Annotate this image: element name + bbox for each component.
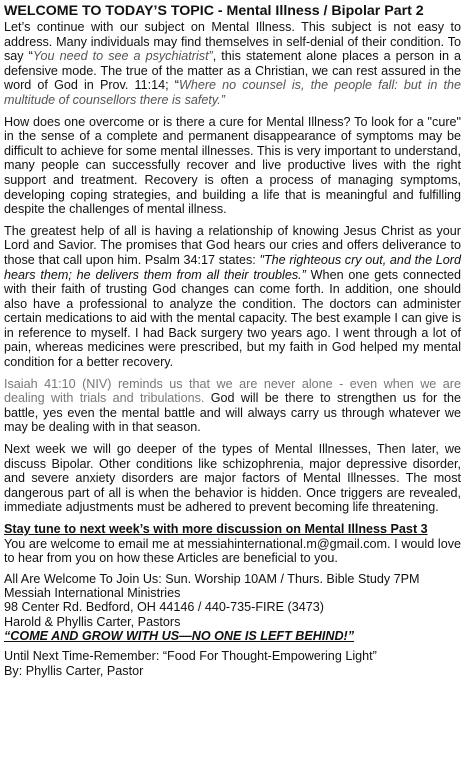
paragraph-isaiah xyxy=(4,377,461,435)
service-times: All Are Welcome To Join Us: Sun. Worship 10AM / Thurs. Bible Study 7PM xyxy=(4,571,420,586)
quote-psalm: "The righteous cry out, and the Lord hears them; he delivers them from all their troubles.” xyxy=(4,252,461,282)
paragraph-cure: How does one overcome or is there a cure for Mental Illness? To look for a "cure" in the sense of a complete and permanent disappearance of symptoms may be difficult to achieve for some mental illnesses. This is very important to understand, many people can successfully recover and live productive lives with the right support and treatment. Recovery is often a process of managing symptoms, developing coping strategies, and building a life that is meaningful and fulfilling despite the challenges of mental illness. xyxy=(4,114,461,217)
ministry-name: Messiah International Ministries xyxy=(4,586,181,601)
paragraph-intro xyxy=(4,20,461,108)
greatest-help-text-a: The greatest help of all is having a relationship of knowing Jesus Christ as your Lord and Savior. The promises that God hears our cries and offers deliverance to those that call upon him. Psalm 34:17 states: xyxy=(4,223,461,267)
intro-text-b: , this statement alone places a person in a defensive mode. The true of the matter as a Christian, we can rest assured in the word of God in Prov. 11:14; “ xyxy=(4,49,462,93)
quote-proverbs: Where no counsel is, the people fall: but in the multitude of counsellors there is safety.” xyxy=(4,78,461,107)
byline: By: Phyllis Carter, Pastor xyxy=(4,663,144,678)
article-title: WELCOME TO TODAY’S TOPIC - Mental Illness / Bipolar Part 2 xyxy=(4,3,424,19)
church-footer xyxy=(4,572,461,678)
isaiah-text: God will be there to strengthen us for the battle, yes even the mental battle and will always carry us through whatever we may be dealing with in that season. xyxy=(4,391,461,435)
until-next-time: Until Next Time-Remember: “Food For Thought-Empowering Light” xyxy=(4,649,377,664)
greatest-help-text-b: When one gets connected with their faith of trusting God changes can come forth. In addition, one should also have a professional to analyze the condition. The doctors can administer certain medications to aid with the mental capacity. The best example I can give is in reference to myself. I had Back surgery two years ago. I went through a lot of pain, whereas medicines were prescribed, but my faith in God helped my mental condition for a better recovery. xyxy=(4,267,461,370)
isaiah-reference: Isaiah 41:10 (NIV) reminds us that we are never alone - even when we are dealing with trials and tribulations. xyxy=(4,376,461,406)
pastors-line: Harold & Phyllis Carter, Pastors xyxy=(4,614,181,629)
stay-tuned-heading: Stay tune to next week’s with more discussion on Mental Illness Past 3 xyxy=(4,522,428,536)
email-line: You are welcome to email me at messiahinternational.m@gmail.com. I would love to hear from you on how these Articles are beneficial to you. xyxy=(4,536,461,566)
paragraph-next-week: Next week we will go deeper of the types of Mental Illnesses, Then later, we discuss Bipolar. Other conditions like schizophrenia, major depressive disorder, and severe anxiety disorders are major factors of Mental Illnesses. The most dangerous part of all is when the behavior is hidden. Once triggers are revealed, immediate adjustments must be adhered to prevent becoming life threatening. xyxy=(4,442,461,515)
paragraph-greatest-help xyxy=(4,224,461,370)
ministry-address: 98 Center Rd. Bedford, OH 44146 / 440-735-FIRE (3473) xyxy=(4,600,324,615)
slogan: “COME AND GROW WITH US—NO ONE IS LEFT BEHIND!” xyxy=(4,628,355,643)
quote-psychiatrist: You need to see a psychiatrist” xyxy=(32,49,213,64)
intro-text-a: Let’s continue with our subject on Mental Illness. This subject is not easy to address. Many individuals may find themselves in self-denial of their condition. To say “ xyxy=(4,20,461,64)
